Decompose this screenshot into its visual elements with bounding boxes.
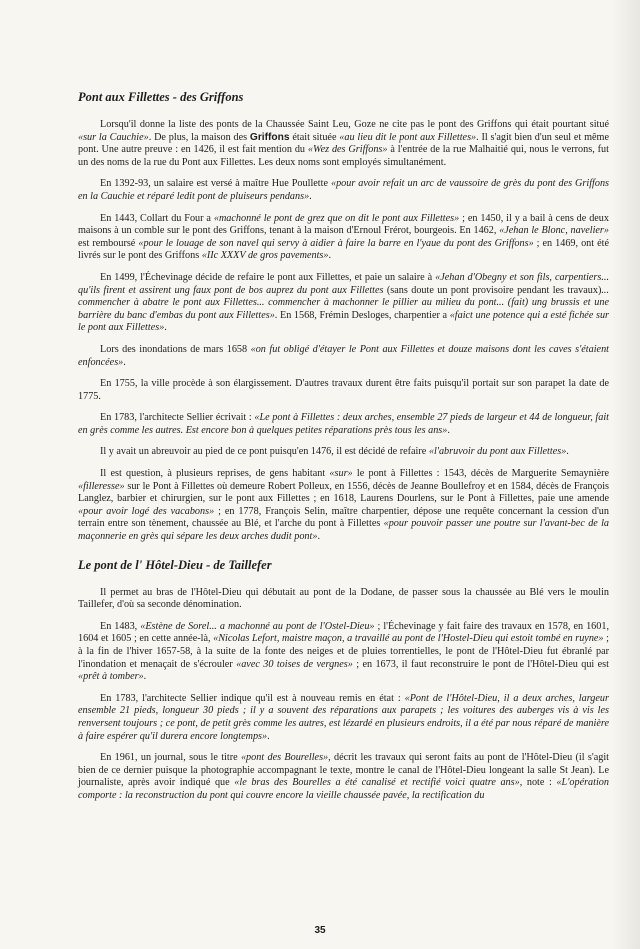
paragraph (78, 693, 609, 743)
page-edge-shadow (612, 0, 640, 949)
quotation-text: «sur la Cauchie» (78, 131, 149, 143)
quotation-text: «filleresse» (78, 480, 125, 492)
body-text: En 1755, la ville procède à son élargissement. D'autres travaux durent être faits puisqu'il portait sur son parapet la date de 1775. (78, 378, 609, 402)
body-text: . (566, 446, 569, 458)
body-text: à l'entrée de la rue Malhaitié qui, nous le verrons, fut un des noms de la rue du Pont aux Fillettes. Les deux noms sont employés simultanément. (78, 144, 609, 168)
quotation-text: «sur» (329, 468, 353, 480)
quotation-text: «pour avoir logé des vacabons» (78, 505, 215, 517)
body-text: En 1961, un journal, sous le titre (100, 752, 241, 764)
body-text: . (317, 531, 320, 543)
body-text: ; l'Échevinage y fait faire des travaux en 1578, en 1601, 1604 et 1605 ; en cette année-là, (78, 620, 609, 645)
paragraph (78, 272, 609, 335)
body-text: Lorsqu'il donne la liste des ponts de la Chaussée Saint Leu, Goze ne cite pas le pont des Griffons qui était pourtant situé (100, 119, 609, 130)
body-text: . (164, 322, 167, 334)
quotation-text: «avec 30 toises de vergnes» (236, 658, 353, 670)
body-text: le pont à Fillettes : 1543, décès de Marguerite Semaynière (352, 468, 610, 480)
body-text: En 1783, l'architecte Sellier écrivait : (100, 412, 255, 424)
quotation-text: «Le pont à Fillettes : deux arches, ensemble 27 pieds de largeur et 44 de longueur, fait en grès comme les autres. Est encore bon à quelques petites réparations près tous les ans» (78, 412, 609, 436)
body-text: , note : (519, 777, 557, 789)
quotation-text: «l'abruvoir du pont aux Fillettes» (428, 446, 567, 458)
paragraph (78, 468, 609, 544)
quotation-text: «on fut obligé d'étayer le Pont aux Fillettes et douze maisons dont les caves s'étaient enfoncées» (78, 343, 609, 368)
body-text: . (328, 250, 332, 262)
paragraph (78, 344, 609, 369)
quotation-text: ... commencher à abatre le pont aux Fillettes... commencher à machonner le pillier au milieu du pont... (fait) ung brussis et une barrière du banc d'embas du pont aux Fillettes» (78, 284, 609, 321)
quotation-text: «pour pouvoir passer une poutre sur l'avant-bec de la maçonnerie en grès qui sépare les deux arches dudit pont» (78, 518, 609, 543)
paragraph (78, 178, 609, 203)
page-number: 35 (314, 925, 326, 936)
body-text: , décrit les travaux qui seront faits au pont de l'Hôtel-Dieu (il s'agit bien de ce dernier puisque la photographie accompagnant le texte, montre le canal de l'Hôtel-Dieu longeant la salle St Jean). Le journaliste, après avoir indiqué que (78, 752, 609, 789)
paragraph (78, 621, 609, 684)
body-text: . (123, 356, 126, 368)
body-text: ; en 1450, il y a bail à cens de deux maisons à un comble sur le pont des Griffons, tenant à la maison d'Ernoul Frérot, bourgeois. En 1462, (78, 212, 609, 237)
body-text: En 1499, l'Échevinage décide de refaire le pont aux Fillettes, et paie un salaire à (100, 271, 436, 283)
body-text: . Il s'agit bien d'un seul et même pont. Une autre preuve : en 1426, il est fait mention du (78, 131, 609, 156)
quotation-text: «Estène de Sorel... a machonné au pont de l'Ostel-Dieu» (140, 620, 375, 632)
quotation-text: «pont des Bourelles» (240, 752, 329, 764)
paragraph (78, 213, 609, 263)
section-body-pont-hotel-dieu (78, 587, 609, 803)
paragraph (78, 752, 609, 802)
body-text: ; en 1673, il faut reconstruire le pont de l'Hôtel-Dieu qui est (352, 658, 609, 670)
section-title-pont-aux-fillettes: Pont aux Fillettes - des Griffons (78, 90, 244, 104)
body-text: est remboursé (78, 237, 139, 249)
body-text: sur le Pont à Fillettes où demeure Robert Polleux, en 1556, décès de Jeanne Boullefroy et en 1584, décès de François Langlez, barbier et chirurgien, sur le pont aux Fillettes ; en 1618, Laurens Dourlens, sur le Pont à Fillettes, paie une amende (78, 480, 609, 505)
quotation-text: «faict une potence qui a esté fichée sur le pont aux Fillettes» (78, 309, 609, 334)
quotation-text: «pour le louage de son navel qui servy à aidier à faire la barre en l'yaue du pont des Griffons» (138, 237, 534, 249)
body-text: était située (289, 131, 340, 143)
quotation-text: «L'opération comporte : la reconstruction du pont qui couvre encore la vieille chaussée pavée, la rectification du (78, 777, 609, 801)
body-text: Il est question, à plusieurs reprises, de gens habitant (100, 468, 330, 480)
paragraph (78, 412, 609, 437)
quotation-text: «pour avoir refait un arc de vaussoire de grès du pont des Griffons en la Cauchie et réparé ledit pont de pluiseurs pendans» (78, 178, 610, 202)
body-text: . (447, 424, 450, 436)
quotation-text: «Wez des Griffons» (307, 144, 388, 156)
bold-name-text: Griffons (249, 131, 290, 143)
paragraph (78, 378, 609, 403)
quotation-text: «Jehan le Blonc, navelier» (499, 225, 609, 237)
body-text: . (267, 730, 270, 742)
body-text: ; en 1469, ont été livrés sur le pont des Griffons (78, 237, 609, 262)
body-text: Lors des inondations de mars 1658 (100, 343, 251, 355)
quotation-text: «machonné le pont de grez que on dit le pont aux Fillettes» (213, 212, 460, 224)
body-text: . De plus, la maison des (148, 131, 250, 143)
quotation-text: «Jehan d'Obegny et son fils, carpentiers... qu'ils firent et assirent ung faux pont de bos auprez du pont aux Fillettes (78, 271, 609, 296)
section-title-pont-hotel-dieu: Le pont de l' Hôtel-Dieu - de Taillefer (78, 557, 272, 572)
body-text: En 1483, (100, 620, 141, 632)
paragraph (78, 446, 609, 459)
quotation-text: «Nicolas Lefort, maistre maçon, a travaillé au pont de l'Hostel-Dieu qui estoit tombé en ruyne» (213, 633, 604, 645)
body-text: (sans doute un pont provisoire pendant les travaux) (383, 284, 602, 296)
body-text: Il permet au bras de l'Hôtel-Dieu qui débutait au pont de la Dodane, de passer sous la chaussée au Blé vers le moulin Taillefer, d'où sa seconde dénomination. (78, 586, 609, 611)
paragraph (78, 119, 609, 169)
body-text: . En 1568, Frémin Desloges, charpentier a (274, 309, 450, 321)
body-text: En 1443, Collart du Four a (100, 212, 214, 224)
quotation-text: «le bras des Bourelles a été canalisé et rectifié voici quatre ans» (234, 777, 520, 789)
paragraph (78, 587, 609, 612)
body-text: . (309, 190, 312, 202)
quotation-text: «prêt à tomber» (78, 671, 144, 683)
body-text: En 1392-93, un salaire est versé à maître Hue Poullette (100, 178, 331, 190)
body-text: En 1783, l'architecte Sellier indique qu'il est à nouveau remis en état : (100, 692, 405, 704)
body-text: Il y avait un abreuvoir au pied de ce pont puisqu'en 1476, il est décidé de refaire (100, 446, 429, 458)
body-text: . (143, 671, 147, 683)
quotation-text: «Pont de l'Hôtel-Dieu, il a deux arches, largeur ensemble 21 pieds, longueur 30 pieds ; il y a souvent des réparations aux parapets ; les voitures des auberges vis à vis les renversent toujours ; ce pont, de petit grès comme les autres, est lézardé en plusieurs endroits, il a été par nous réparé de manière à faire espérer qu'il durera encore longtemps» (78, 692, 609, 742)
quotation-text: «IIc XXXV de gros pavements» (201, 250, 329, 262)
body-text: ; en 1778, François Selin, maître charpentier, dépose une requête concernant la cession d'un terrain entre son tènement, chaussée au Blé, et l'arche du pont à Fillettes (78, 505, 609, 530)
quotation-text: «au lieu dit le pont aux Fillettes» (339, 131, 477, 143)
section-body-pont-aux-fillettes (78, 119, 609, 544)
text-column (78, 90, 609, 812)
body-text: ; à la fin de l'hiver 1657-58, à la suite de la fonte des neiges et de pluies torrentielles, le pont de l'Hôtel-Dieu fut ébranlé par l'inondation et menaçait de s'écrouler (78, 633, 609, 670)
